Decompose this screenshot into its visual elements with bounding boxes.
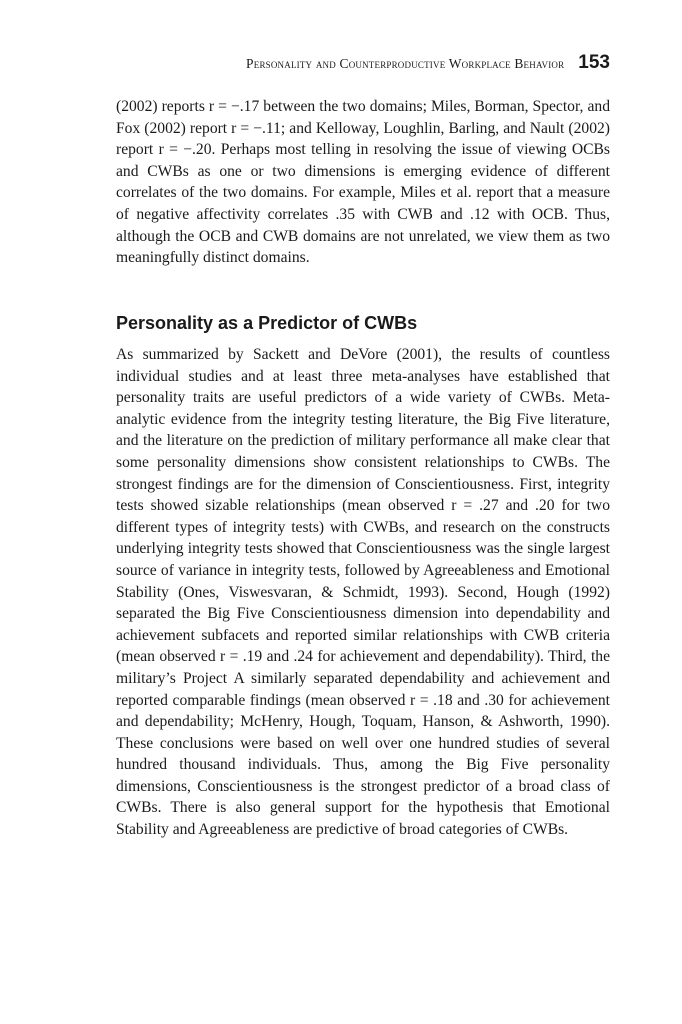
body-paragraph: As summarized by Sackett and DeVore (2001), the results of countless individual studies and at least three meta-analyses have established that personality traits are useful predictors of a wide variety of CWBs. Meta-analytic evidence from the integrity testing literature, the Big Five literature, and the literature on the prediction of military performance all make clear that some personality dimensions show consistent relationships to CWBs. The strongest findings are for the dimension of Conscientiousness. First, integrity tests showed sizable relationships (mean observed r = .27 and .20 for two different types of integrity tests) with CWBs, and research on the constructs underlying integrity tests showed that Conscientiousness was the single largest source of variance in integrity tests, followed by Agreeableness and Emotional Stability (Ones, Viswesvaran, & Schmidt, 1993). Second, Hough (1992) separated the Big Five Conscientiousness dimension into dependability and achievement subfacets and reported similar relationships with CWB criteria (mean observed r = .19 and .24 for achievement and dependability). Third, the military’s Project A similarly separated dependability and achievement and reported comparable findings (mean observed r = .18 and .30 for achievement and dependability; McHenry, Hough, Toquam, Hanson, & Ashworth, 1990). These conclusions were based on well over one hundred studies of several hundred thousand individuals. Thus, among the Big Five personality dimensions, Conscientiousness is the strongest predictor of a broad class of CWBs. There is also general support for the hypothesis that Emotional Stability and Agreeableness are predictive of broad categories of CWBs.: [116, 346, 610, 839]
page-number: 153: [578, 52, 610, 73]
body-paragraph: (2002) reports r = −.17 between the two domains; Miles, Borman, Spector, and Fox (2002) report r = −.11; and Kelloway, Loughlin, Barling, and Nault (2002) report r = −.20. Perhaps most telling in resolving the issue of viewing OCBs and CWBs as one or two dimensions is emerging evidence of different correlates of the two domains. For example, Miles et al. report that a measure of negative affectivity correlates .35 with CWB and .12 with OCB. Thus, although the OCB and CWB domains are not unrelated, we view them as two meaningfully distinct domains.: [116, 98, 610, 267]
running-header: [116, 52, 610, 76]
section-heading: Personality as a Predictor of CWBs: [116, 313, 418, 333]
body-paragraph-1-block: [116, 96, 610, 269]
running-title: Personality and Counterproductive Workplace Behavior: [246, 56, 565, 71]
body-paragraph-2-block: [116, 344, 610, 841]
